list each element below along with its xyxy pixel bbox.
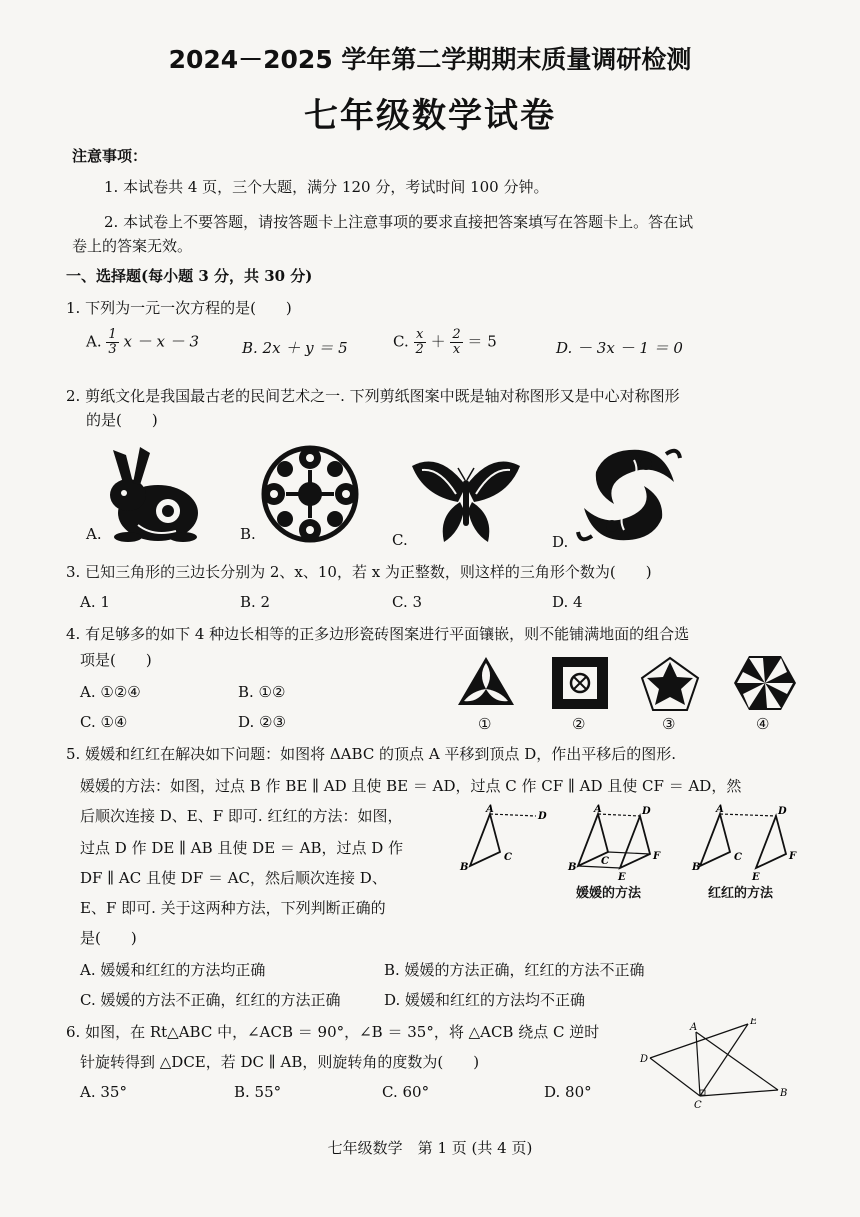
- q1-c-num2: 2: [452, 327, 461, 342]
- q1-option-a: [86, 328, 199, 357]
- q1-c-plus: ＋: [430, 332, 446, 351]
- q1-c-den1: 2: [415, 342, 424, 357]
- tile-label-2: ②: [572, 715, 586, 733]
- notice-item-1: 1. 本试卷共 4 页，三个大题，满分 120 分，考试时间 100 分钟。: [104, 178, 549, 196]
- q6-line-2: 针旋转得到 △DCE，若 DC ∥ AB，则旋转角的度数为( ): [80, 1053, 480, 1071]
- svg-text:F: F: [653, 851, 661, 862]
- tile-label-3: ③: [662, 715, 676, 733]
- q5-caption-yuanyuan: 媛媛的方法: [576, 886, 642, 901]
- hexagon-tile-icon: [733, 654, 797, 712]
- exam-title: 2024－2025 学年第二学期期末质量调研检测: [168, 45, 692, 74]
- q4-stem-2: 项是( ): [80, 651, 152, 669]
- q3-option-b: B. 2: [240, 593, 271, 611]
- q5-option-d: D. 媛媛和红红的方法均不正确: [384, 991, 586, 1009]
- q5-caption-honghong: 红红的方法: [708, 886, 774, 901]
- svg-text:A: A: [690, 1022, 698, 1033]
- svg-text:D: D: [778, 806, 787, 817]
- q4-option-b: B. ①②: [238, 683, 286, 701]
- q5-option-c: C. 媛媛的方法不正确，红红的方法正确: [80, 991, 341, 1009]
- pentagon-tile-icon: [640, 656, 700, 712]
- q1-c-rest: ＝ 5: [467, 332, 497, 351]
- svg-text:C: C: [601, 856, 609, 867]
- svg-text:D: D: [642, 806, 651, 817]
- q5-line-6: E、F 即可. 关于这两种方法，下列判断正确的: [80, 899, 386, 917]
- triangle-tile-icon: [456, 655, 516, 707]
- q3-option-c: C. 3: [392, 593, 423, 611]
- q2-option-c: C.: [392, 531, 408, 549]
- q1-a-label: A.: [86, 332, 102, 351]
- q1-c-num1: x: [414, 328, 426, 343]
- q6-line-1: 6. 如图，在 Rt△ABC 中，∠ACB ＝ 90°，∠B ＝ 35°，将 △ACB 绕点 C 逆时: [66, 1023, 600, 1041]
- svg-text:E: E: [618, 872, 626, 883]
- svg-text:B: B: [692, 862, 701, 873]
- fish-papercut-icon: [574, 442, 684, 548]
- svg-text:F: F: [789, 851, 797, 862]
- rabbit-papercut-icon: [98, 445, 208, 545]
- svg-text:A: A: [486, 804, 494, 815]
- q4-option-d: D. ②③: [238, 713, 286, 731]
- q5-option-a: A. 媛媛和红红的方法均正确: [80, 961, 266, 979]
- q6-option-c: C. 60°: [382, 1083, 430, 1101]
- q1-stem: 1. 下列为一元一次方程的是( ): [66, 299, 292, 317]
- q2-stem-2: 的是( ): [86, 411, 158, 429]
- q1-option-d: D. － 3x － 1 ＝ 0: [556, 339, 683, 357]
- notice-item-2b: 卷上的答案无效。: [72, 237, 193, 255]
- q3-option-a: A. 1: [80, 593, 110, 611]
- q2-stem-1: 2. 剪纸文化是我国最古老的民间艺术之一. 下列剪纸图案中既是轴对称图形又是中心对称图形: [66, 387, 680, 405]
- q1-c-label: C.: [393, 332, 409, 351]
- q5-line-4: 过点 D 作 DE ∥ AB 且使 DE ＝ AB，过点 D 作: [80, 839, 404, 857]
- q1-a-den: 3: [108, 342, 117, 357]
- tile-label-1: ①: [478, 715, 492, 733]
- svg-text:C: C: [694, 1100, 702, 1111]
- rotation-figure: [636, 1018, 796, 1114]
- exam-subtitle: 七年级数学试卷: [304, 96, 556, 136]
- svg-text:D: D: [640, 1054, 649, 1065]
- q1-option-c: [393, 328, 497, 357]
- square-tile-icon: [551, 656, 609, 710]
- symmetric-papercut-icon: [258, 442, 362, 546]
- q5-line-7: 是( ): [80, 929, 137, 947]
- q5-line-2: 媛媛的方法：如图，过点 B 作 BE ∥ AD 且使 BE ＝ AD，过点 C 作 CF ∥ AD 且使 CF ＝ AD，然: [80, 777, 742, 795]
- svg-text:B: B: [460, 862, 469, 873]
- q2-option-a: A.: [86, 525, 102, 543]
- svg-text:B: B: [780, 1088, 788, 1099]
- notice-heading: 注意事项：: [72, 147, 148, 165]
- svg-text:C: C: [504, 852, 512, 863]
- svg-text:A: A: [594, 804, 602, 815]
- q1-c-fraction-1: [414, 328, 426, 357]
- q4-stem-1: 4. 有足够多的如下 4 种边长相等的正多边形瓷砖图案进行平面镶嵌，则不能铺满地面的组合选: [66, 625, 690, 643]
- notice-item-2a: 2. 本试卷上不要答题，请按答题卡上注意事项的要求直接把答案填写在答题卡上。答在试: [104, 213, 694, 231]
- svg-text:A: A: [716, 804, 724, 815]
- q6-option-b: B. 55°: [234, 1083, 282, 1101]
- q2-option-d: D.: [552, 533, 569, 551]
- q1-option-b: B. 2x ＋ y ＝ 5: [242, 339, 348, 357]
- q1-c-den2: x: [452, 342, 461, 357]
- q1-a-fraction: [106, 328, 118, 357]
- svg-text:C: C: [734, 852, 742, 863]
- svg-text:E: E: [752, 872, 760, 883]
- q6-option-a: A. 35°: [80, 1083, 127, 1101]
- q3-option-d: D. 4: [552, 593, 583, 611]
- svg-text:D: D: [538, 811, 547, 822]
- q4-option-a: A. ①②④: [80, 683, 141, 701]
- q5-line-3: 后顺次连接 D、E、F 即可. 红红的方法：如图，: [80, 807, 403, 825]
- q5-line-1: 5. 媛媛和红红在解决如下问题：如图将 ΔABC 的顶点 A 平移到顶点 D，作出平移后的图形.: [66, 745, 676, 763]
- q1-a-num: 1: [108, 327, 117, 342]
- section-1-heading: 一、选择题(每小题 3 分，共 30 分): [66, 267, 313, 285]
- q2-option-b: B.: [240, 525, 256, 543]
- q5-option-b: B. 媛媛的方法正确，红红的方法不正确: [384, 961, 645, 979]
- svg-text:E: E: [750, 1018, 758, 1027]
- page-footer: 七年级数学 第 1 页 (共 4 页): [327, 1139, 533, 1157]
- q1-c-fraction-2: [450, 328, 462, 357]
- q4-option-c: C. ①④: [80, 713, 128, 731]
- svg-text:B: B: [568, 862, 577, 873]
- q5-line-5: DF ∥ AC 且使 DF ＝ AC，然后顺次连接 D、: [80, 869, 387, 887]
- tile-label-4: ④: [756, 715, 770, 733]
- q6-option-d: D. 80°: [544, 1083, 592, 1101]
- q1-a-rest: x － x － 3: [123, 332, 199, 351]
- q3-stem: 3. 已知三角形的三边长分别为 2、x、10，若 x 为正整数，则这样的三角形个数为( ): [66, 563, 652, 581]
- butterfly-papercut-icon: [410, 456, 522, 546]
